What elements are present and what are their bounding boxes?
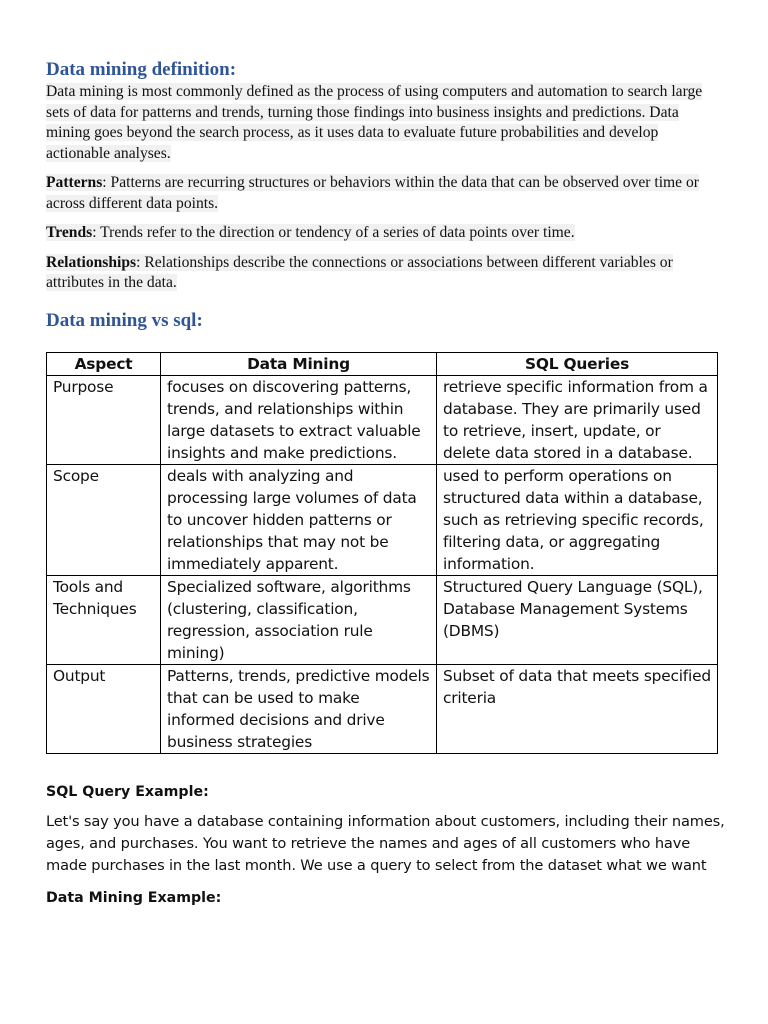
patterns-term: Patterns bbox=[46, 174, 103, 191]
cell-data-mining: deals with analyzing and processing large volumes of data to uncover hidden patterns or relationships that may not be immediately apparent. bbox=[161, 464, 437, 575]
header-sql-queries: SQL Queries bbox=[437, 352, 718, 375]
cell-sql: used to perform operations on structured data within a database, such as retrieving specific records, filtering data, or aggregating information. bbox=[437, 464, 718, 575]
cell-data-mining: focuses on discovering patterns, trends, and relationships within large datasets to extract valuable insights and make predictions. bbox=[161, 375, 437, 464]
table-row bbox=[47, 375, 718, 464]
relationships-paragraph bbox=[46, 253, 726, 294]
trends-paragraph bbox=[46, 223, 726, 244]
header-data-mining: Data Mining bbox=[161, 352, 437, 375]
table-row bbox=[47, 464, 718, 575]
relationships-term: Relationships bbox=[46, 253, 137, 271]
trends-text: : Trends refer to the direction or tendency of a series of data points over time. bbox=[92, 224, 575, 241]
sql-example-paragraph: Let's say you have a database containing information about customers, including their names, ages, and purchases. You want to retrieve the names and ages of all customers who have made purchases in the last month. We use a query to select from the dataset what we want bbox=[46, 812, 725, 874]
table-row bbox=[47, 664, 718, 753]
cell-data-mining: Patterns, trends, predictive models that can be used to make informed decisions and drive business strategies bbox=[161, 664, 437, 753]
cell-aspect: Tools and Techniques bbox=[47, 575, 161, 664]
cell-sql: retrieve specific information from a database. They are primarily used to retrieve, insert, update, or delete data stored in a database. bbox=[437, 375, 718, 464]
document-page bbox=[46, 58, 726, 908]
cell-aspect: Output bbox=[47, 664, 161, 753]
patterns-text: : Patterns are recurring structures or behaviors within the data that can be observed over time or across different data points. bbox=[46, 174, 699, 212]
cell-sql: Structured Query Language (SQL), Database Management Systems (DBMS) bbox=[437, 575, 718, 664]
sql-example-heading: SQL Query Example: bbox=[46, 783, 209, 800]
trends-term: Trends bbox=[46, 224, 93, 241]
patterns-paragraph bbox=[46, 173, 726, 214]
cell-aspect: Scope bbox=[47, 464, 161, 575]
cell-data-mining: Specialized software, algorithms (clustering, classification, regression, association rule mining) bbox=[161, 575, 437, 664]
header-aspect: Aspect bbox=[47, 352, 161, 375]
definition-text: Data mining is most commonly defined as the process of using computers and automation to search large sets of data for patterns and trends, turning those findings into business insights and predictions. Data mining goes beyond the search process, as it uses data to evaluate future probabilities and develop actionable analyses. bbox=[46, 83, 703, 162]
data-mining-example-heading: Data Mining Example: bbox=[46, 889, 222, 906]
cell-aspect: Purpose bbox=[47, 375, 161, 464]
heading-definition: Data mining definition: bbox=[46, 59, 237, 80]
heading-vs: Data mining vs sql: bbox=[46, 309, 203, 331]
definition-paragraph bbox=[46, 82, 726, 164]
table-header-row bbox=[47, 352, 718, 375]
cell-sql: Subset of data that meets specified criteria bbox=[437, 664, 718, 753]
table-row bbox=[47, 575, 718, 664]
comparison-table bbox=[46, 352, 718, 754]
relationships-text: : Relationships describe the connections or associations between different variables or attributes in the data. bbox=[46, 253, 673, 291]
